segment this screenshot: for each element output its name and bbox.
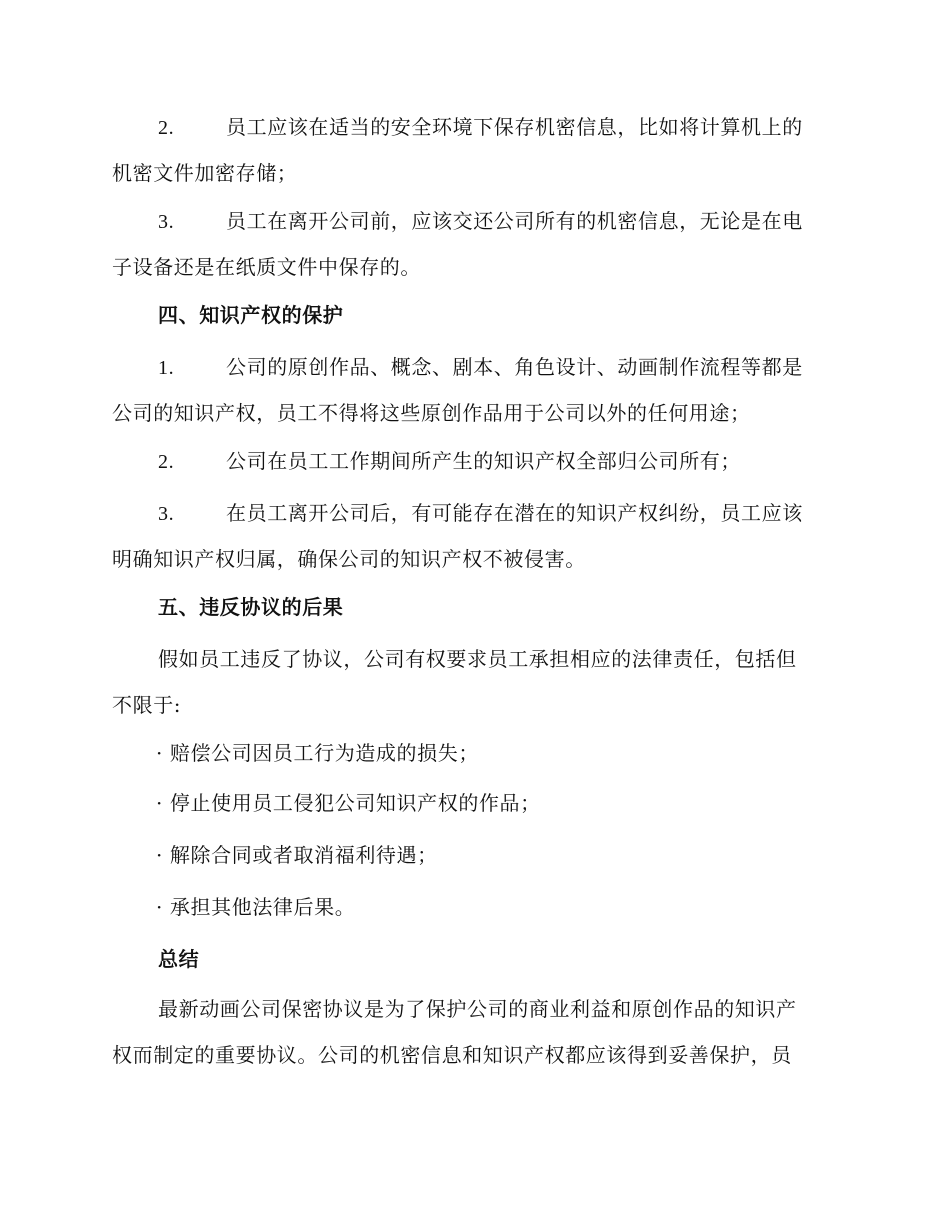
item-number: 2. <box>158 117 175 139</box>
paragraph <box>112 636 832 728</box>
list-item <box>112 344 832 436</box>
item-text: 员工应该在适当的安全环境下保存机密信息，比如将计算机上的 <box>226 115 803 139</box>
item-text-continued: 机密文件加密存储； <box>112 161 298 185</box>
paragraph-text: 假如员工违反了协议，公司有权要求员工承担相应的法律责任，包括但 <box>158 647 797 671</box>
item-number: 3. <box>158 503 175 525</box>
list-item <box>112 198 832 290</box>
item-text-continued: 公司的知识产权，员工不得将这些原创作品用于公司以外的任何用途； <box>112 401 751 425</box>
list-item <box>112 104 832 196</box>
section-heading: 四、知识产权的保护 <box>158 303 344 327</box>
item-number: 1. <box>158 357 175 379</box>
list-item <box>112 438 832 484</box>
item-text: 公司在员工工作期间所产生的知识产权全部归公司所有； <box>226 449 741 473</box>
paragraph-text: 最新动画公司保密协议是为了保护公司的商业利益和原创作品的知识产 <box>158 997 797 1021</box>
paragraph <box>112 986 832 1078</box>
section-heading: 五、违反协议的后果 <box>158 595 344 619</box>
bullet-item: · 解除合同或者取消福利待遇； <box>156 843 438 867</box>
bullet-item: · 停止使用员工侵犯公司知识产权的作品； <box>156 791 541 815</box>
section-heading: 总结 <box>158 947 200 971</box>
item-number: 3. <box>158 211 175 233</box>
paragraph-text-continued: 权而制定的重要协议。公司的机密信息和知识产权都应该得到妥善保护，员 <box>112 1043 792 1067</box>
item-text: 员工在离开公司前，应该交还公司所有的机密信息，无论是在电 <box>226 209 803 233</box>
item-text: 公司的原创作品、概念、剧本、角色设计、动画制作流程等都是 <box>226 355 803 379</box>
bullet-item: · 赔偿公司因员工行为造成的损失； <box>156 741 479 765</box>
item-text: 在员工离开公司后，有可能存在潜在的知识产权纠纷，员工应该 <box>226 501 803 525</box>
item-text-continued: 子设备还是在纸质文件中保存的。 <box>112 255 421 279</box>
bullet-item: · 承担其他法律后果。 <box>156 895 356 919</box>
item-number: 2. <box>158 451 175 473</box>
paragraph-text-continued: 不限于: <box>112 693 182 717</box>
item-text-continued: 明确知识产权归属，确保公司的知识产权不被侵害。 <box>112 547 586 571</box>
list-item <box>112 490 832 582</box>
